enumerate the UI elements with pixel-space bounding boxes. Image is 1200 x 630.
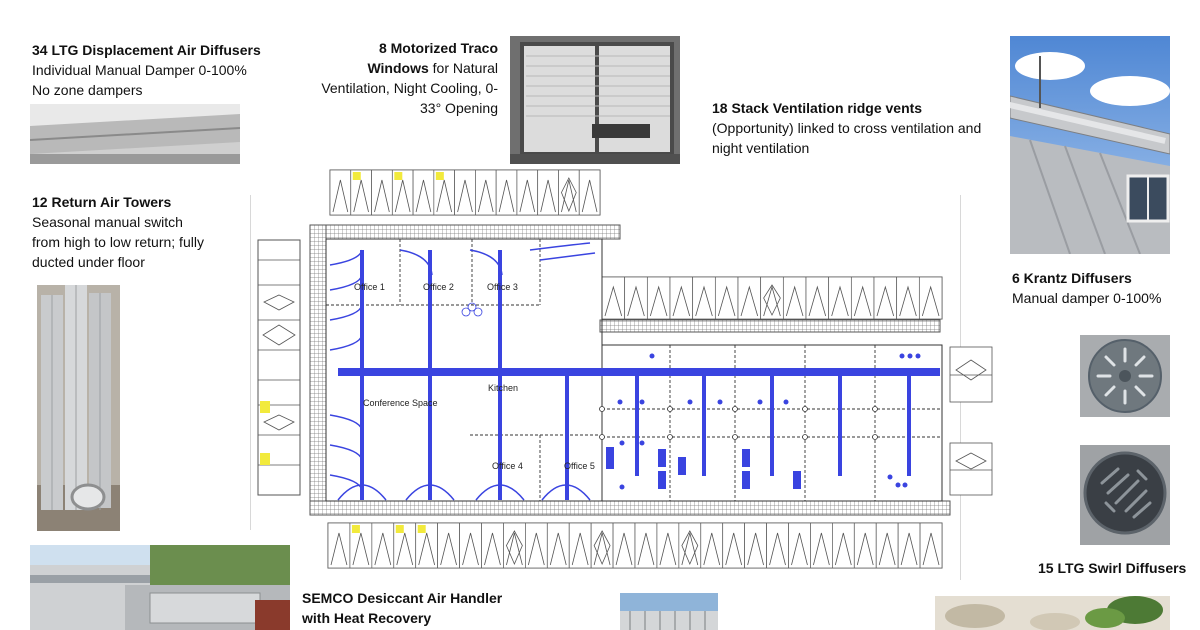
window-unit [919, 277, 942, 319]
diffuser-box [678, 457, 686, 475]
semco-annotation [302, 588, 502, 628]
window-unit [416, 523, 438, 568]
window-unit [558, 170, 579, 215]
east-end-units [950, 347, 992, 495]
window-unit [350, 523, 372, 568]
branch-duct [635, 370, 639, 476]
window-unit [625, 277, 648, 319]
diffuser-dot [903, 483, 908, 488]
diffuser-dot [650, 354, 655, 359]
window-unit [738, 277, 761, 319]
window-unit [613, 523, 635, 568]
window-unit [761, 277, 784, 319]
window-unit [832, 523, 854, 568]
stack-line2: night ventilation [712, 140, 810, 156]
traco-window-photo [510, 36, 680, 164]
window-unit [538, 170, 559, 215]
window-unit [569, 523, 591, 568]
diffuser-dot [620, 485, 625, 490]
displacement-line1: Individual Manual Damper 0-100% [32, 62, 247, 78]
window-unit [392, 170, 413, 215]
room-label-conference: Conference Space [363, 398, 438, 408]
highlight-marker [260, 453, 270, 465]
room-label-office1: Office 1 [354, 282, 385, 292]
window-unit [328, 523, 350, 568]
windows-title-a: 8 Motorized Traco [378, 40, 498, 56]
window-unit [898, 523, 920, 568]
return-air-towers-photo [37, 285, 120, 531]
windows-line3: 33° Opening [420, 100, 498, 116]
stack-line1: (Opportunity) linked to cross ventilation and [712, 120, 982, 136]
window-unit [372, 170, 393, 215]
floor-plan [250, 165, 1000, 580]
window-unit [693, 277, 716, 319]
swirl-diffuser-photo [1080, 445, 1170, 545]
column-marker [600, 435, 605, 440]
column-marker [803, 435, 808, 440]
krantz-line1: Manual damper 0-100% [1012, 290, 1162, 306]
windows-title-b: Windows [367, 60, 429, 76]
diffuser-dot [618, 400, 623, 405]
column-marker [873, 435, 878, 440]
windows-line2: Ventilation, Night Cooling, 0- [321, 80, 498, 96]
diffuser-box [658, 471, 666, 489]
semco-title-line2: with Heat Recovery [302, 610, 432, 626]
window-unit [783, 277, 806, 319]
column-marker [668, 407, 673, 412]
room-label-office4: Office 4 [492, 461, 523, 471]
window-unit [482, 523, 504, 568]
diffuser-dot [908, 354, 913, 359]
column-marker [803, 407, 808, 412]
window-unit [330, 170, 351, 215]
window-unit [460, 523, 482, 568]
air-handler-photo [620, 593, 718, 630]
windows-line1: for Natural [428, 60, 498, 76]
diffuser-dot [900, 354, 905, 359]
branch-duct [702, 370, 706, 476]
window-unit [715, 277, 738, 319]
column-marker [873, 407, 878, 412]
diffuser-box [793, 471, 801, 489]
displacement-diffusers-annotation [32, 40, 261, 100]
diffuser-dot [640, 441, 645, 446]
window-unit [579, 170, 600, 215]
return-towers-line1: Seasonal manual switch [32, 214, 183, 230]
diffuser-box [606, 447, 614, 469]
diffuser-box [658, 449, 666, 467]
column-marker [733, 435, 738, 440]
window-unit [602, 277, 625, 319]
window-unit [789, 523, 811, 568]
krantz-title: 6 Krantz Diffusers [1012, 270, 1132, 286]
window-strip-bottom [328, 523, 942, 568]
window-unit [547, 523, 569, 568]
window-unit [767, 523, 789, 568]
window-unit [496, 170, 517, 215]
column-marker [668, 435, 673, 440]
branch-duct [838, 370, 842, 476]
window-unit [351, 170, 372, 215]
window-unit [591, 523, 613, 568]
ridge-vent-photo [1010, 36, 1170, 254]
window-unit [455, 170, 476, 215]
diffuser-dot [758, 400, 763, 405]
krantz-diffuser-photo [1080, 335, 1170, 417]
window-unit [503, 523, 525, 568]
window-unit [434, 170, 455, 215]
branch-duct [565, 370, 569, 500]
semco-title-line1: SEMCO Desiccant Air Handler [302, 590, 503, 606]
swirl-title: 15 LTG Swirl Diffusers [1038, 560, 1187, 576]
window-unit [876, 523, 898, 568]
window-unit [897, 277, 920, 319]
stack-title: 18 Stack Ventilation ridge vents [712, 100, 923, 116]
displacement-line2: No zone dampers [32, 82, 143, 98]
window-unit [413, 170, 434, 215]
window-unit [475, 170, 496, 215]
window-strip-east-top [602, 277, 942, 319]
room-label-kitchen: Kitchen [488, 383, 519, 393]
window-strip-top [330, 170, 600, 215]
window-unit [679, 523, 701, 568]
window-unit [854, 523, 876, 568]
interior-plants-photo [935, 596, 1170, 630]
return-towers-line2: from high to low return; fully [32, 234, 204, 250]
stack-ventilation-annotation [712, 98, 981, 158]
column-marker [733, 407, 738, 412]
window-unit [517, 170, 538, 215]
window-unit [635, 523, 657, 568]
window-unit [670, 277, 693, 319]
window-unit [829, 277, 852, 319]
highlight-marker [260, 401, 270, 413]
window-unit [806, 277, 829, 319]
window-strip-left [258, 240, 300, 495]
window-unit [525, 523, 547, 568]
column-marker [600, 407, 605, 412]
window-unit [701, 523, 723, 568]
window-unit [394, 523, 416, 568]
diffuser-dot [784, 400, 789, 405]
room-label-office3: Office 3 [487, 282, 518, 292]
diffuser-dot [640, 400, 645, 405]
diffuser-dot [888, 475, 893, 480]
window-unit [851, 277, 874, 319]
diffuser-box [742, 471, 750, 489]
window-unit [745, 523, 767, 568]
window-unit [372, 523, 394, 568]
displacement-title: 34 LTG Displacement Air Diffusers [32, 42, 261, 58]
window-unit [874, 277, 897, 319]
return-towers-title: 12 Return Air Towers [32, 194, 172, 210]
return-towers-line3: ducted under floor [32, 254, 145, 270]
windows-annotation [290, 38, 498, 118]
diffuser-dot [916, 354, 921, 359]
window-unit [920, 523, 942, 568]
branch-duct [907, 370, 911, 476]
diffuser-box [742, 449, 750, 467]
window-unit [647, 277, 670, 319]
window-unit [810, 523, 832, 568]
branch-duct [770, 370, 774, 476]
displacement-diffuser-photo [30, 104, 240, 164]
diffuser-dot [718, 400, 723, 405]
diffuser-dot [688, 400, 693, 405]
krantz-annotation [1012, 268, 1161, 308]
room-label-office5: Office 5 [564, 461, 595, 471]
window-unit [438, 523, 460, 568]
swirl-annotation [1038, 558, 1186, 578]
window-unit [723, 523, 745, 568]
window-unit [657, 523, 679, 568]
return-towers-annotation [32, 192, 204, 272]
diffuser-dot [620, 441, 625, 446]
room-label-office2: Office 2 [423, 282, 454, 292]
diffuser-dot [896, 483, 901, 488]
